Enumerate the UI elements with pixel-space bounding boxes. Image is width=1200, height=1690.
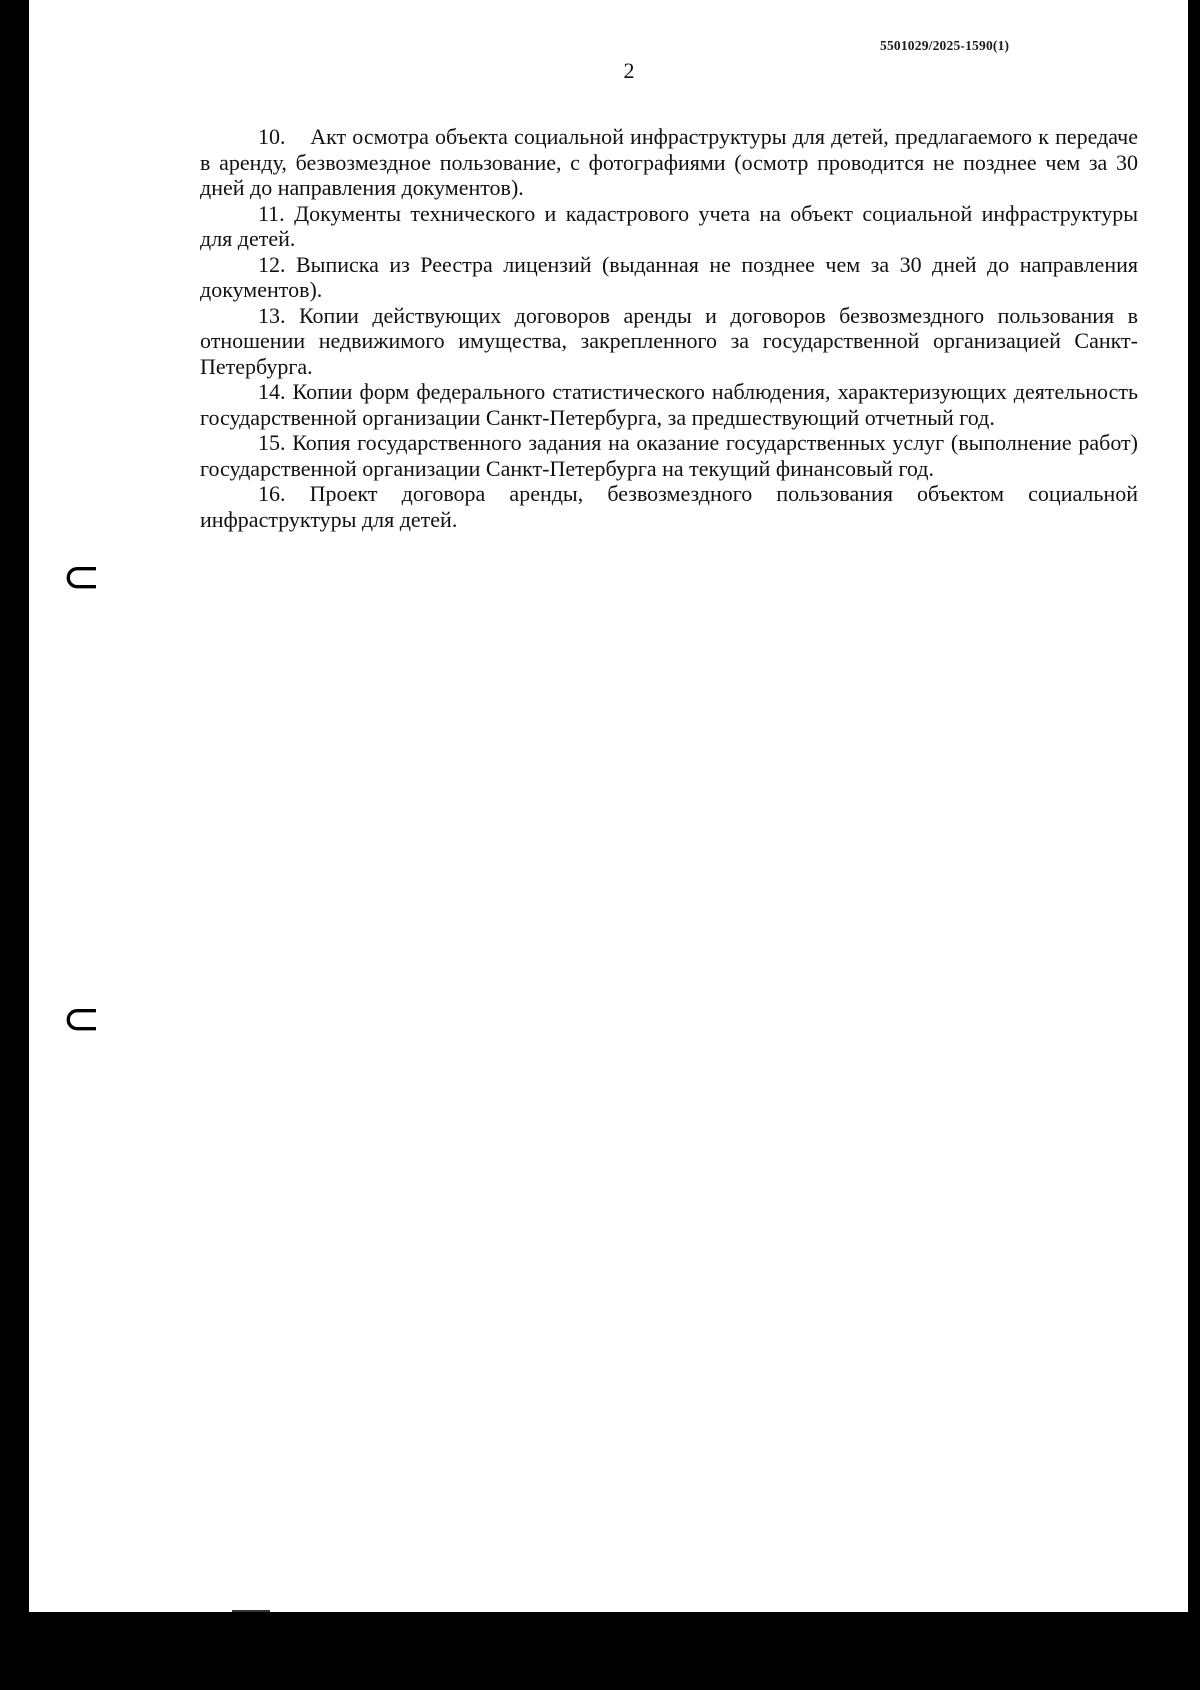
list-item-14: [200, 379, 1138, 430]
binder-punch-hole-icon: ⊂: [62, 549, 101, 603]
item-number: 11.: [258, 200, 285, 226]
list-item-10: [200, 124, 1138, 201]
list-item-15: [200, 430, 1138, 481]
list-item-12: [200, 252, 1138, 303]
page-number: 2: [623, 58, 635, 83]
item-text: Копия государственного задания на оказание государственных услуг (выполнение работ) государственной организации Санкт-Петербурга на текущий финансовый год.: [200, 430, 1138, 481]
list-item-16: [200, 481, 1138, 532]
binder-punch-hole-icon: ⊂: [62, 991, 101, 1045]
scan-speck: [232, 1610, 270, 1612]
item-text: Выписка из Реестра лицензий (выданная не позднее чем за 30 дней до направления документов).: [200, 251, 1138, 302]
item-number: 15.: [258, 430, 286, 455]
item-number: 13.: [258, 302, 286, 328]
item-number: 12.: [258, 251, 286, 277]
document-reference-number: 5501029/2025-1590(1): [880, 38, 1010, 53]
item-text: Проект договора аренды, безвозмездного пользования объектом социальной инфраструктуры для детей.: [200, 481, 1138, 532]
item-text: Копии действующих договоров аренды и договоров безвозмездного пользования в отношении недвижимого имущества, закрепленного за государственной организацией Санкт-Петербурга.: [200, 302, 1139, 379]
item-number: 10.: [258, 124, 286, 149]
item-number: 14.: [258, 379, 286, 404]
item-number: 16.: [258, 481, 286, 506]
list-item-13: [200, 303, 1138, 380]
list-item-11: [200, 201, 1138, 252]
item-text: Копии форм федерального статистического наблюдения, характеризующих деятельность государственной организации Санкт-Петербурга, за предшествующий отчетный год.: [200, 379, 1138, 430]
item-text: Документы технического и кадастрового учета на объект социальной инфраструктуры для детей.: [200, 200, 1139, 251]
document-list: [200, 124, 1138, 532]
item-text: Акт осмотра объекта социальной инфраструктуры для детей, предлагаемого к передаче в аренду, безвозмездное пользование, с фотографиями (осмотр проводится не позднее чем за 30 дней до направления документов).: [200, 124, 1138, 200]
document-page: [29, 0, 1188, 1612]
